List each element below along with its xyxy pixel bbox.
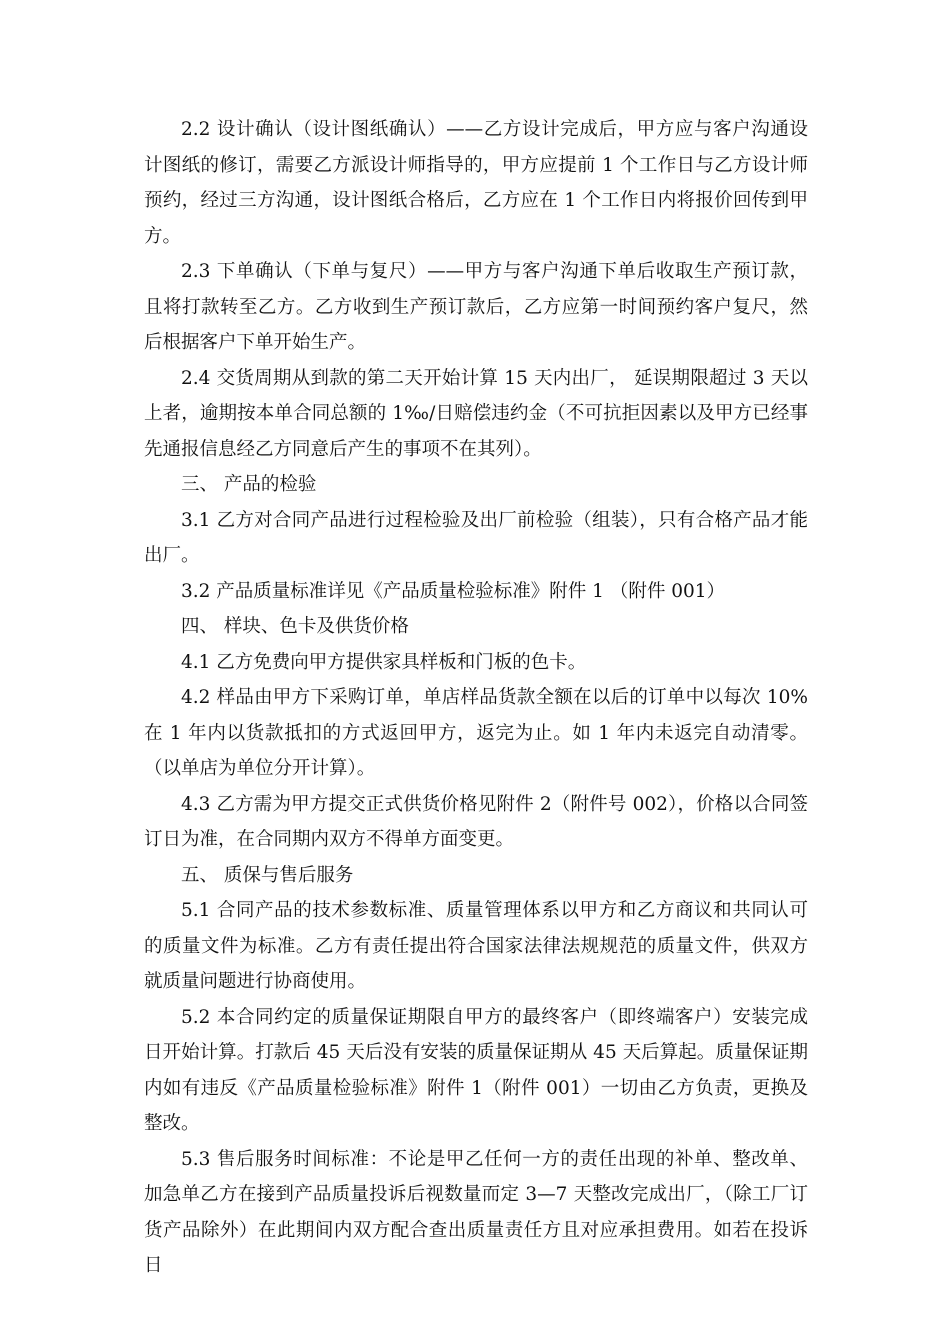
clause-4-2: 4.2 样品由甲方下采购订单，单店样品货款全额在以后的订单中以每次 10%在 1 年内以货款抵扣的方式返回甲方，返完为止。如 1 年内未返完自动清零。（以单店为单位分开计算）。 xyxy=(144,687,808,779)
section-heading-5: 五、 质保与售后服务 xyxy=(181,864,354,886)
clause-4-3: 4.3 乙方需为甲方提交正式供货价格见附件 2（附件号 002），价格以合同签订日为准，在合同期内双方不得单方面变更。 xyxy=(144,793,808,850)
contract-body xyxy=(144,112,808,1284)
clause-4-1: 4.1 乙方免费向甲方提供家具样板和门板的色卡。 xyxy=(181,651,587,673)
section-heading-4: 四、 样块、色卡及供货价格 xyxy=(181,616,409,637)
clause-2-4: 2.4 交货周期从到款的第二天开始计算 15 天内出厂， 延误期限超过 3 天以上者，逾期按本单合同总额的 1‰/日赔偿违约金（不可抗拒因素以及甲方已经事先通报信息经乙方同意后产生的事项不在其列）。 xyxy=(144,367,808,460)
clause-3-2: 3.2 产品质量标准详见《产品质量检验标准》附件 1 （附件 001） xyxy=(181,580,726,602)
section-heading-3: 三、 产品的检验 xyxy=(181,474,317,495)
clause-5-1: 5.1 合同产品的技术参数标准、质量管理体系以甲方和乙方商议和共同认可的质量文件为标准。乙方有责任提出符合国家法律法规规范的质量文件，供双方就质量问题进行协商使用。 xyxy=(144,900,808,992)
clause-2-3: 2.3 下单确认（下单与复尺）——甲方与客户沟通下单后收取生产预订款，且将打款转至乙方。乙方收到生产预订款后，乙方应第一时间预约客户复尺，然后根据客户下单开始生产。 xyxy=(144,261,808,353)
clause-5-2: 5.2 本合同约定的质量保证期限自甲方的最终客户（即终端客户）安装完成日开始计算。打款后 45 天后没有安装的质量保证期从 45 天后算起。质量保证期内如有违反《产品质量检验标准》附件 1（附件 001）一切由乙方负责，更换及整改。 xyxy=(144,1006,808,1134)
clause-3-1: 3.1 乙方对合同产品进行过程检验及出厂前检验（组装），只有合格产品才能出厂。 xyxy=(144,509,808,566)
clause-5-3: 5.3 售后服务时间标准：不论是甲乙任何一方的责任出现的补单、整改单、加急单乙方在接到产品质量投诉后视数量而定 3—7 天整改完成出厂，（除工厂订货产品除外）在此期间内双方配合查出质量责任方且对应承担费用。如若在投诉日 xyxy=(144,1148,808,1276)
clause-2-2: 2.2 设计确认（设计图纸确认）——乙方设计完成后，甲方应与客户沟通设计图纸的修订，需要乙方派设计师指导的，甲方应提前 1 个工作日与乙方设计师预约，经过三方沟通，设计图纸合格后，乙方应在 1 个工作日内将报价回传到甲方。 xyxy=(144,119,808,247)
